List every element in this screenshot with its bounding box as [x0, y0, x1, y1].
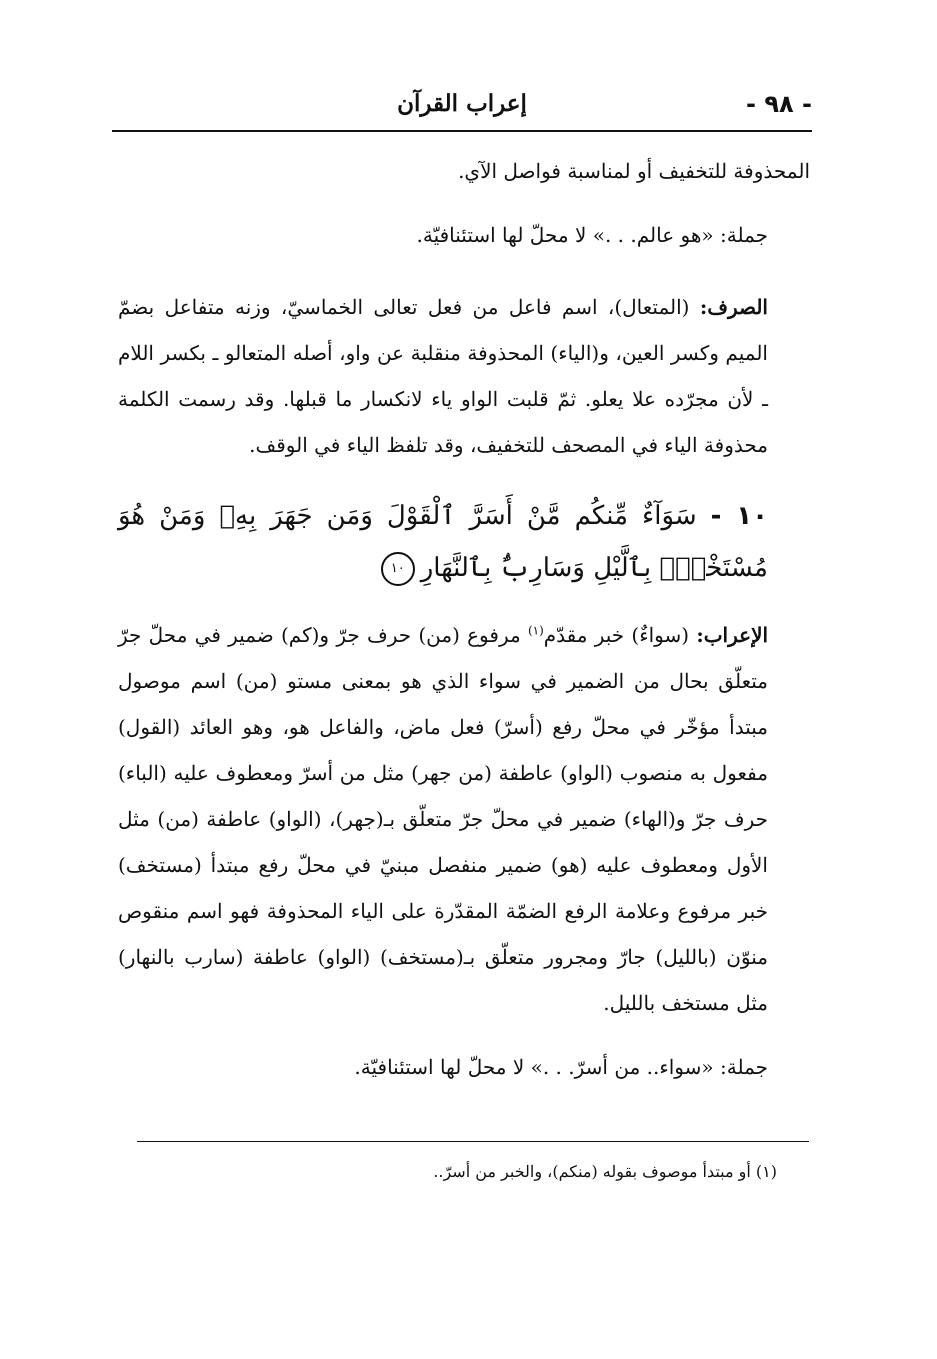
- verse-number: ١٠ -: [710, 501, 768, 531]
- irab-text-start: (سواءٌ) خبر مقدّم: [543, 623, 690, 647]
- sentence-classification: جملة: «هو عالم. . .» لا محلّ لها استئنافيّة.: [416, 223, 768, 247]
- page-number: - ٩٨ -: [746, 90, 812, 118]
- irab-paragraph: [118, 612, 810, 1026]
- footnote-reference[interactable]: (١): [527, 623, 544, 638]
- irab-label: الإعراب:: [696, 623, 769, 647]
- quran-verse: [118, 490, 810, 594]
- paragraph-continuation: المحذوفة للتخفيف أو لمناسبة فواصل الآي.: [458, 159, 810, 183]
- irab-text-rest: مرفوع (من) حرف جرّ و(كم) ضمير في محلّ جرّ متعلّق بحال من الضمير في سواء الذي هو بمعنى مستو (من) اسم موصول مبتدأ مؤخّر في محلّ رفع (أسرّ) فعل ماض، والفاعل هو، وهو العائد (القول) مفعول به منصوب (الواو) عاطفة (من جهر) مثل من أسرّ ومعطوف عليه (الباء) حرف جرّ و(الهاء) ضمير في محلّ جرّ متعلّق بـ(جهر)، (الواو) عاطفة (من) مثل الأول ومعطوف عليه (هو) ضمير منفصل مبنيّ في محلّ رفع مبتدأ (مستخف) خبر مرفوع وعلامة الرفع الضمّة المقدّرة على الياء المحذوفة فهو اسم منقوص منوّن (بالليل) جارّ ومجرور متعلّق بـ(مستخف) (الواو) عاطفة (سارب بالنهار) مثل مستخف بالليل.: [118, 623, 768, 1015]
- verse-text: سَوَآءٌ مِّنكُم مَّنْ أَسَرَّ ٱلْقَوْلَ وَمَن جَهَرَ بِهِۦ وَمَنْ هُوَ مُسْتَخْفٍۭ بِٱلَّيْلِ وَسَارِبٌۢ بِٱلنَّهَارِ: [118, 501, 768, 583]
- main-text: [118, 148, 810, 1090]
- running-title: إعراب القرآن: [397, 90, 527, 117]
- footnote-divider: [137, 1141, 809, 1142]
- footnote: (١) أو مبتدأ موصوف بقوله (منكم)، والخبر من أسرّ..: [433, 1162, 777, 1181]
- page-header: [112, 84, 812, 132]
- sarf-paragraph: [118, 284, 810, 468]
- ayah-end-icon: ١٠: [381, 552, 415, 586]
- sarf-label: الصرف:: [699, 295, 768, 319]
- sentence-classification-last: جملة: «سواء.. من أسرّ. . .» لا محلّ لها استئنافيّة.: [354, 1055, 768, 1079]
- sarf-text: (المتعال)، اسم فاعل من فعل تعالى الخماسيّ، وزنه متفاعل بضمّ الميم وكسر العين، و(الياء) المحذوفة منقلبة عن واو، أصله المتعالو ـ بكسر اللام ـ لأن مجرّده علا يعلو. ثمّ قلبت الواو ياء لانكسار ما قبلها. وقد رسمت الكلمة محذوفة الياء في المصحف للتخفيف، وقد تلفظ الياء في الوقف.: [118, 295, 768, 457]
